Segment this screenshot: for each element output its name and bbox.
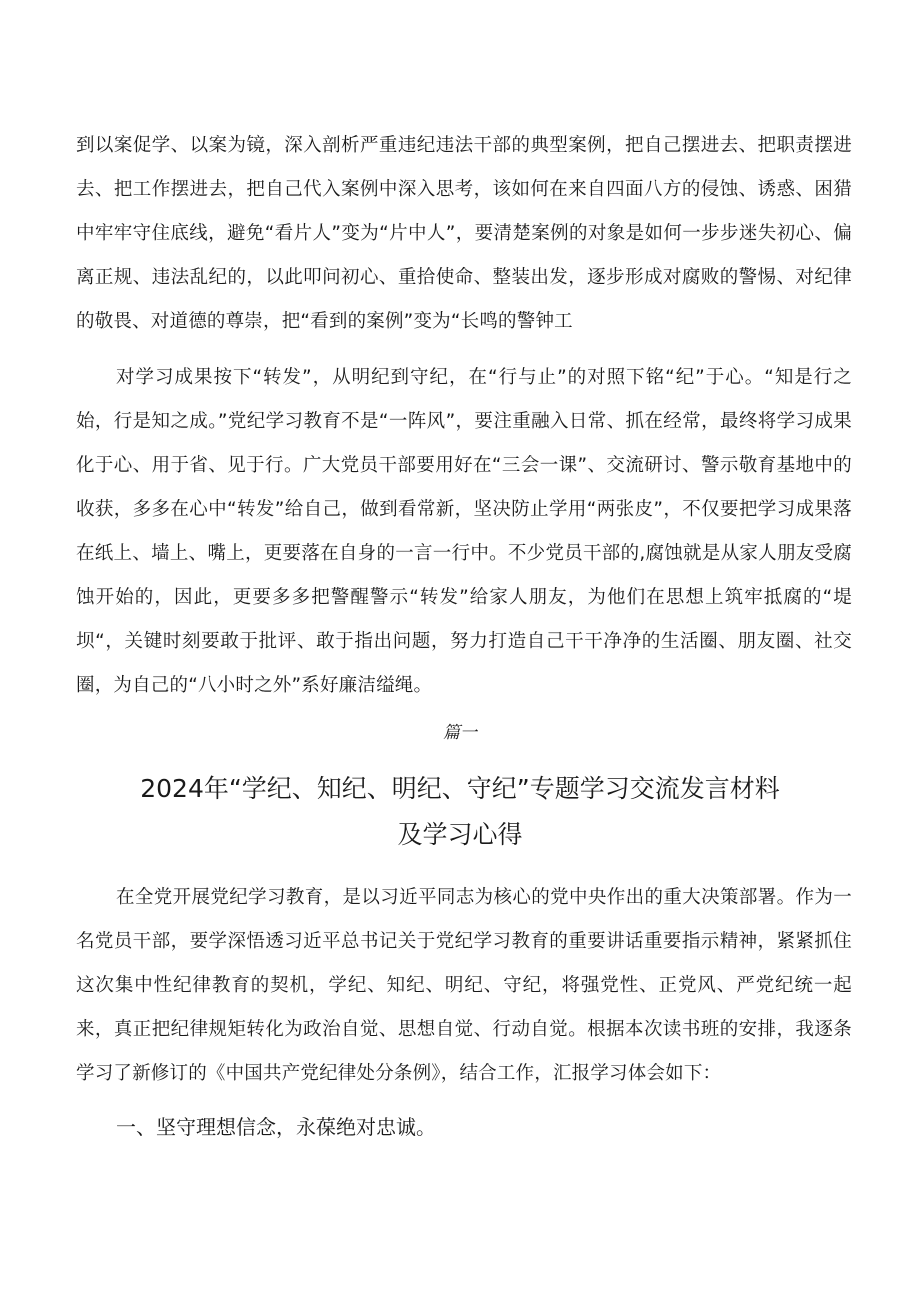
document-title	[60, 766, 860, 858]
title-line-2: 及学习心得	[397, 820, 523, 849]
body-paragraph-1: 到以案促学、以案为镜，深入剖析严重违纪违法干部的典型案例，把自己摆进去、把职责摆进去、把工作摆进去，把自己代入案例中深入思考，该如何在来自四面八方的侵蚀、诱惑、困猎中牢牢守住底线，避免“看片人”变为“片中人”，要清楚案例的对象是如何一步步迷失初心、偏离正规、违法乱纪的，以此叩问初心、重拾使命、整装出发，逐步形成对腐败的警惕、对纪律的敬畏、对道德的尊崇，把“看到的案例”变为“长鸣的警钟工	[76, 135, 852, 332]
section-heading-1: 一、坚守理想信念，永葆绝对忠诚。	[116, 1115, 436, 1139]
section-label: 篇一	[443, 723, 477, 743]
title-line-1: 2024年“学纪、知纪、明纪、守纪”专题学习交流发言材料	[140, 774, 780, 803]
body-paragraph-2: 对学习成果按下“转发”，从明纪到守纪，在“行与止”的对照下铭“纪”于心。“知是行之始，行是知之成。”党纪学习教育不是“一阵风”，要注重融入日常、抓在经常，最终将学习成果化于心、用于省、见于行。广大党员干部要用好在“三会一课”、交流研讨、警示敬育基地中的收获，多多在心中“转发”给自己，做到看常新，坚决防止学用“两张皮”，不仅要把学习成果落在纸上、墙上、嘴上，更要落在自身的一言一行中。不少党员干部的,腐蚀就是从家人朋友受腐蚀开始的，因此，更要多多把警醒警示“转发”给家人朋友，为他们在思想上筑牢抵腐的“堤坝“，关键时刻要敢于批评、敢于指出问题，努力打造自己干干净净的生活圈、朋友圈、社交圈，为自己的“八小时之外”系好廉洁缢绳。	[76, 367, 852, 696]
body-paragraph-3: 在全党开展党纪学习教育，是以习近平同志为核心的党中央作出的重大决策部署。作为一名党员干部，要学深悟透习近平总书记关于党纪学习教育的重要讲话重要指示精神，紧紧抓住这次集中性纪律教育的契机，学纪、知纪、明纪、守纪，将强党性、正党风、严党纪统一起来，真正把纪律规矩转化为政治自觉、思想自觉、行动自觉。根据本次读书班的安排，我逐条学习了新修订的《中国共产党纪律处分条例》，结合工作，汇报学习体会如下：	[76, 887, 852, 1084]
